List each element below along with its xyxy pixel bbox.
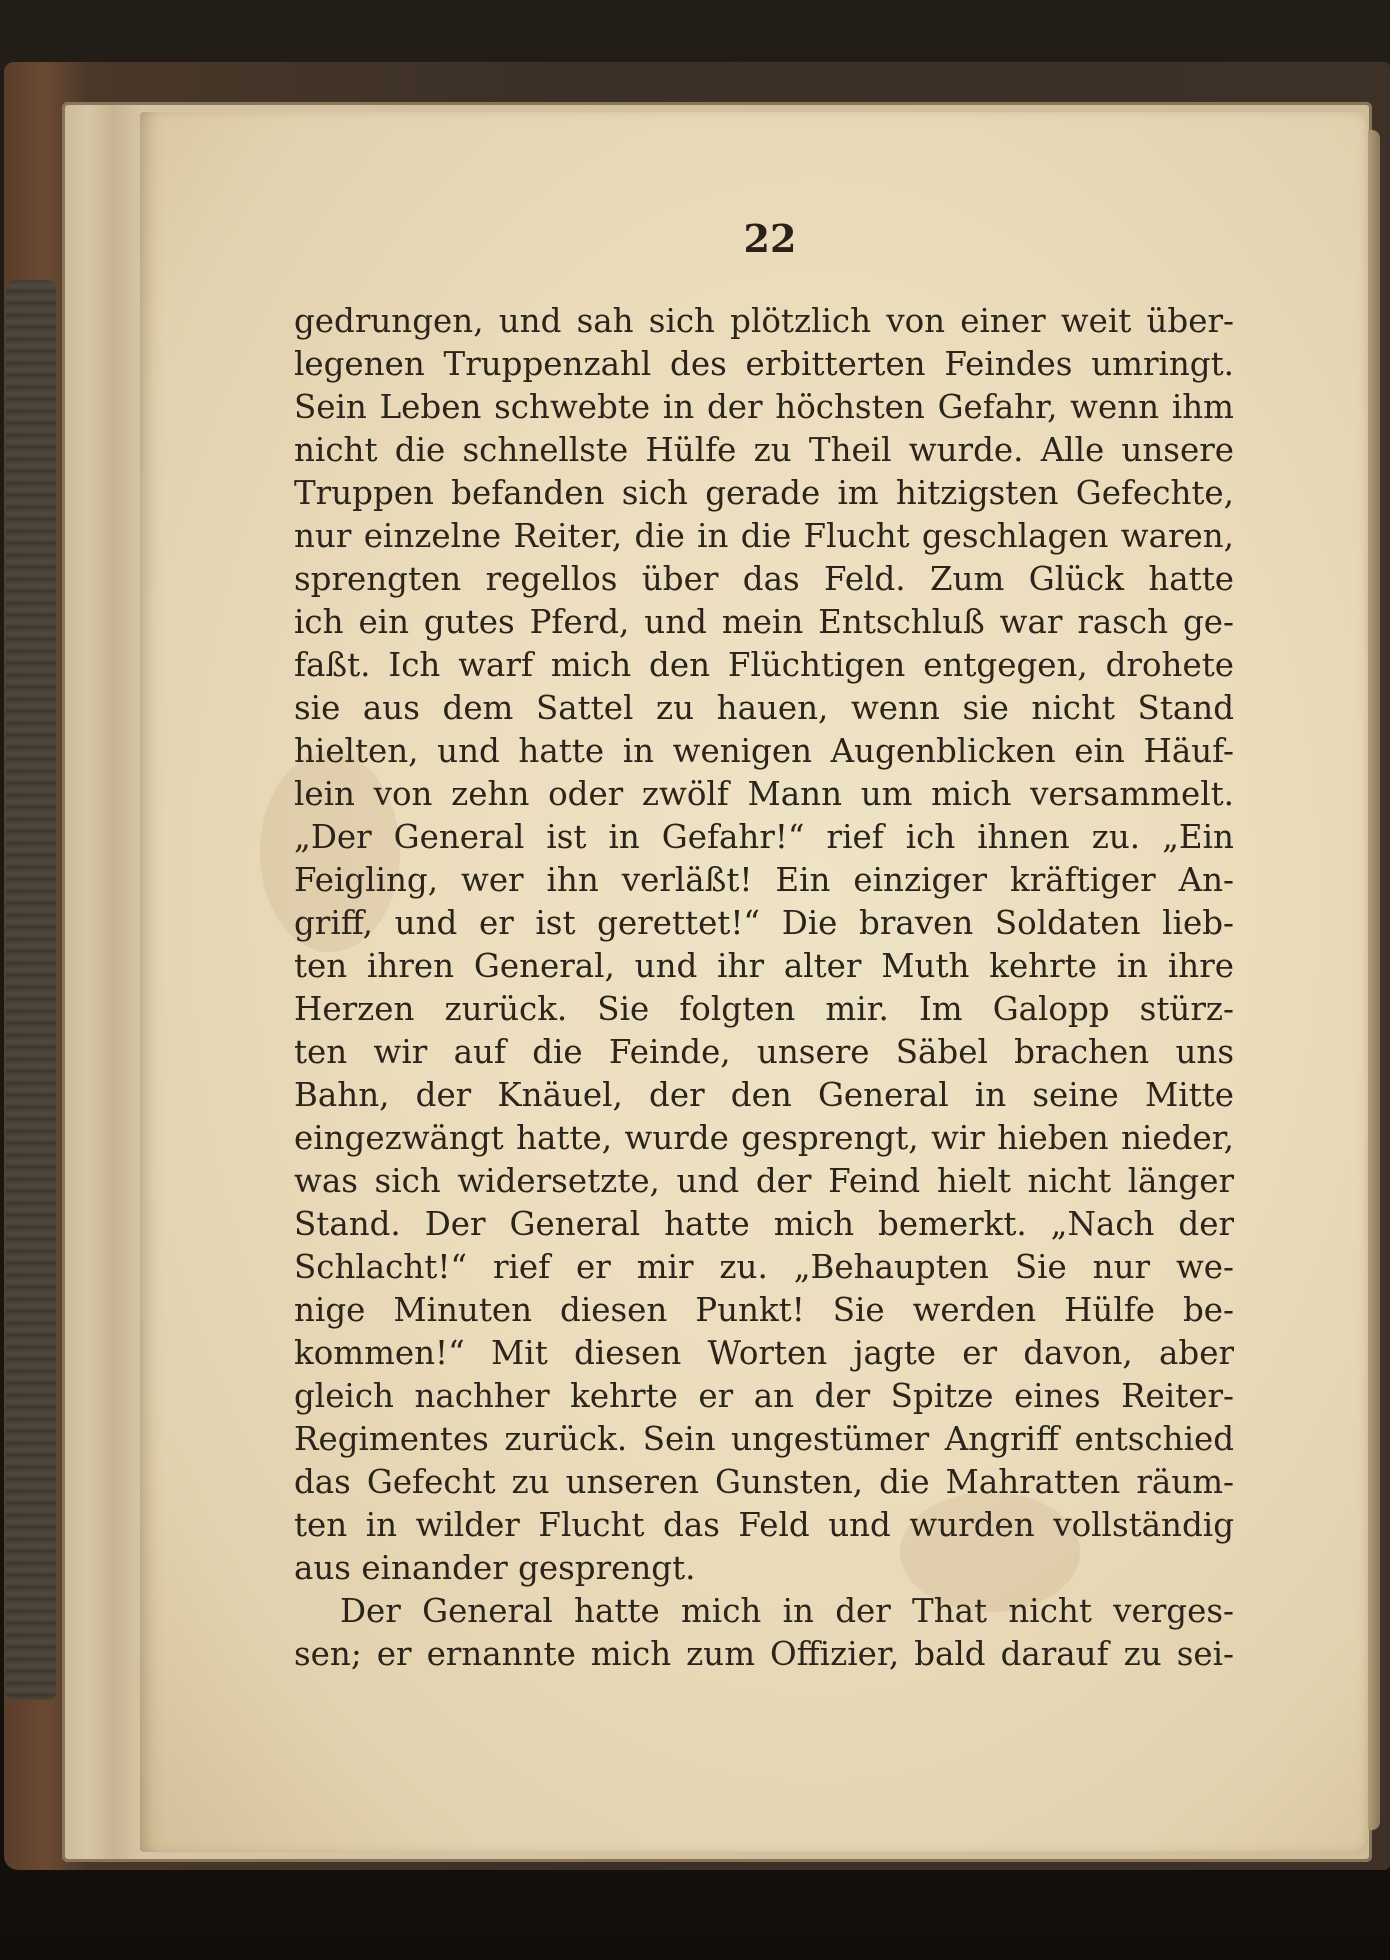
text-line: legenen Truppenzahl des erbitterten Feindes umringt. bbox=[294, 345, 1234, 383]
text-line: nur einzelne Reiter, die in die Flucht geschlagen waren, bbox=[294, 517, 1234, 555]
text-line: aus einander gesprengt. bbox=[294, 1549, 696, 1587]
text-line: Schlacht!“ rief er mir zu. „Behaupten Sie nur we- bbox=[294, 1248, 1234, 1286]
text-line: das Gefecht zu unseren Gunsten, die Mahratten räum- bbox=[294, 1463, 1234, 1501]
text-line: kommen!“ Mit diesen Worten jagte er davon, aber bbox=[294, 1334, 1234, 1372]
text-line: Sein Leben schwebte in der höchsten Gefahr, wenn ihm bbox=[294, 388, 1234, 426]
text-line: „Der General ist in Gefahr!“ rief ich ihnen zu. „Ein bbox=[294, 818, 1234, 856]
text-line: ten ihren General, und ihr alter Muth kehrte in ihre bbox=[294, 947, 1234, 985]
text-line: gleich nachher kehrte er an der Spitze eines Reiter- bbox=[294, 1377, 1234, 1415]
text-line: Truppen befanden sich gerade im hitzigsten Gefechte, bbox=[294, 474, 1234, 512]
text-line: sprengten regellos über das Feld. Zum Glück hatte bbox=[294, 560, 1234, 598]
text-line: gedrungen, und sah sich plötzlich von einer weit über- bbox=[294, 302, 1234, 340]
body-text bbox=[294, 300, 1234, 1676]
text-line: Stand. Der General hatte mich bemerkt. „Nach der bbox=[294, 1205, 1234, 1243]
text-line: sie aus dem Sattel zu hauen, wenn sie nicht Stand bbox=[294, 689, 1234, 727]
text-line: faßt. Ich warf mich den Flüchtigen entgegen, drohete bbox=[294, 646, 1234, 684]
text-line: ten in wilder Flucht das Feld und wurden vollständig bbox=[294, 1506, 1234, 1544]
text-line: was sich widersetzte, und der Feind hielt nicht länger bbox=[294, 1162, 1234, 1200]
text-line: sen; er ernannte mich zum Offizier, bald darauf zu sei- bbox=[294, 1635, 1234, 1673]
text-line: hielten, und hatte in wenigen Augenblicken ein Häuf- bbox=[294, 732, 1234, 770]
text-line: griff, und er ist gerettet!“ Die braven Soldaten lieb- bbox=[294, 904, 1234, 942]
text-line: Bahn, der Knäuel, der den General in seine Mitte bbox=[294, 1076, 1234, 1114]
text-line: Herzen zurück. Sie folgten mir. Im Galopp stürz- bbox=[294, 990, 1234, 1028]
text-line: Regimentes zurück. Sein ungestümer Angriff entschied bbox=[294, 1420, 1234, 1458]
page-number: 22 bbox=[743, 216, 797, 261]
text-line: nicht die schnellste Hülfe zu Theil wurde. Alle unsere bbox=[294, 431, 1234, 469]
text-line: nige Minuten diesen Punkt! Sie werden Hülfe be- bbox=[294, 1291, 1234, 1329]
text-line: Der General hatte mich in der That nicht verges- bbox=[340, 1592, 1234, 1630]
text-line: ten wir auf die Feinde, unsere Säbel brachen uns bbox=[294, 1033, 1234, 1071]
text-line: eingezwängt hatte, wurde gesprengt, wir hieben nieder, bbox=[294, 1119, 1234, 1157]
text-line: lein von zehn oder zwölf Mann um mich versammelt. bbox=[294, 775, 1234, 813]
text-line: ich ein gutes Pferd, und mein Entschluß war rasch ge- bbox=[294, 603, 1234, 641]
text-line: Feigling, wer ihn verläßt! Ein einziger kräftiger An- bbox=[294, 861, 1234, 899]
book-spine-edge bbox=[6, 280, 56, 1700]
